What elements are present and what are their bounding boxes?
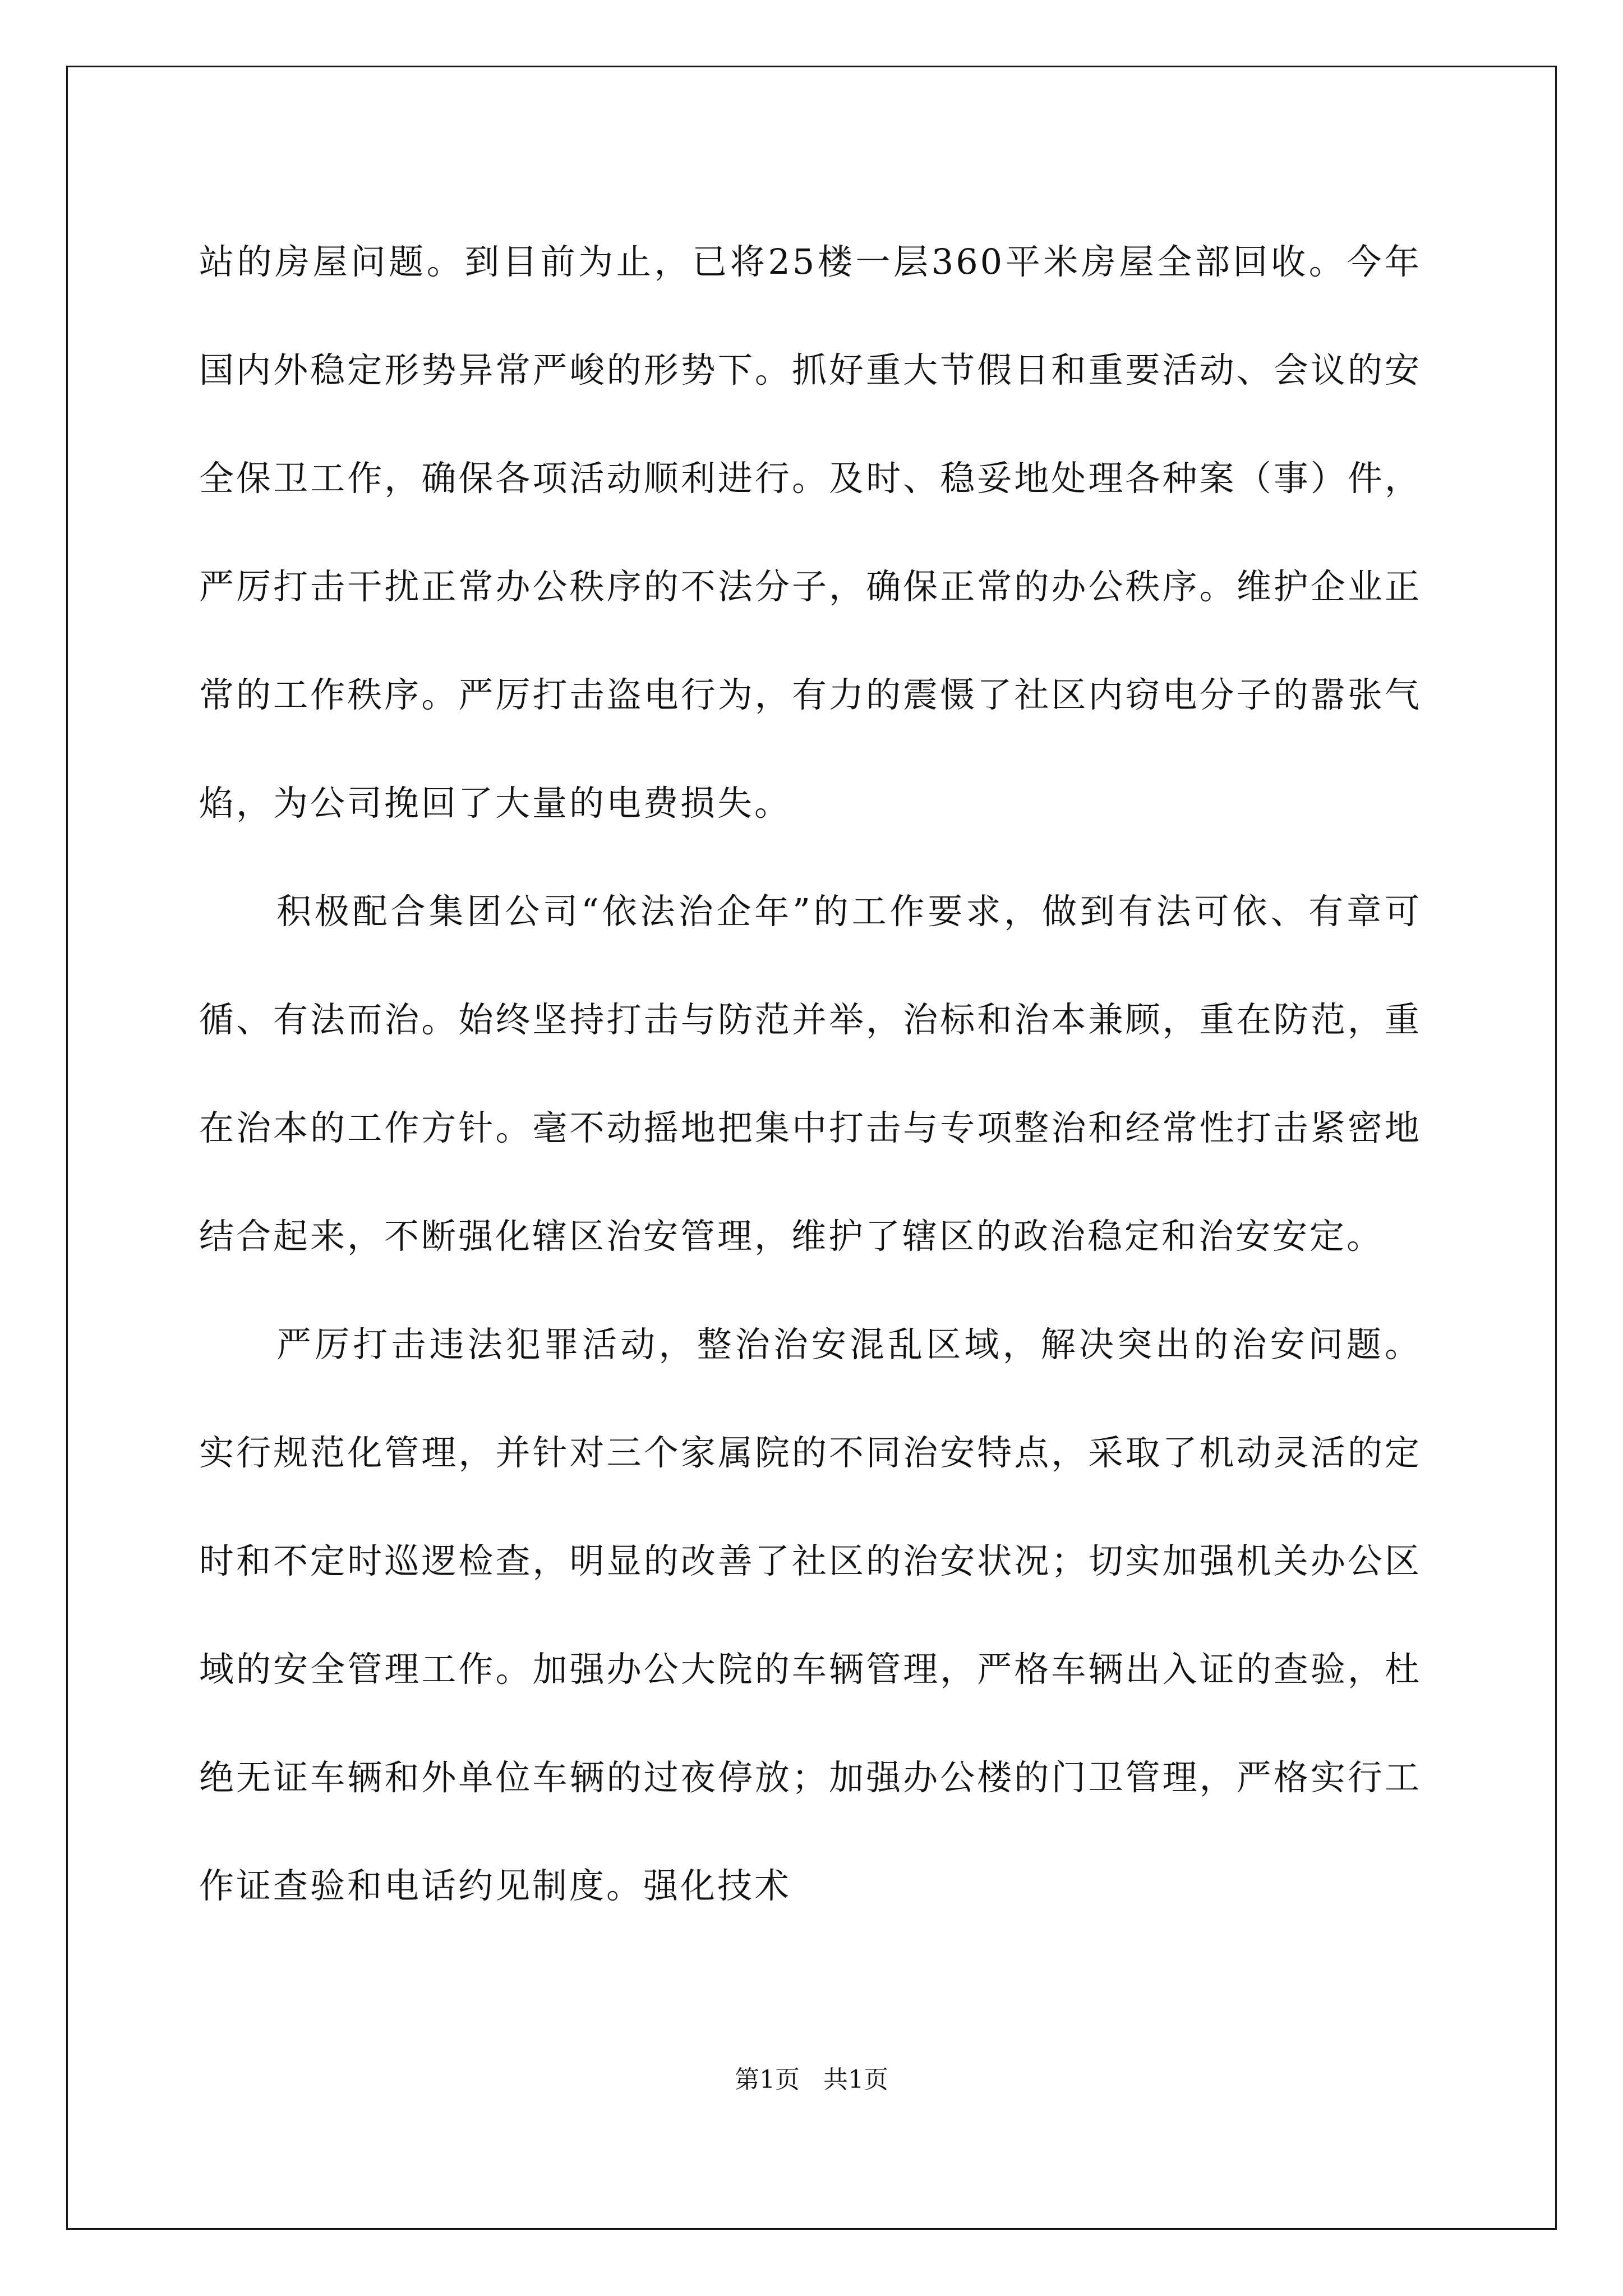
paragraph-1: 站的房屋问题。到目前为止，已将25楼一层360平米房屋全部回收。今年国内外稳定形势异常严峻的形势下。抓好重大节假日和重要活动、会议的安全保卫工作，确保各项活动顺利进行。及时、稳妥地处理各种案（事）件，严厉打击干扰正常办公秩序的不法分子，确保正常的办公秩序。维护企业正常的工作秩序。严厉打击盗电行为，有力的震慑了社区内窃电分子的嚣张气焰，为公司挽回了大量的电费损失。	[199, 241, 1422, 823]
paragraph-3: 严厉打击违法犯罪活动，整治治安混乱区域，解决突出的治安问题。实行规范化管理，并针对三个家属院的不同治安特点，采取了机动灵活的定时和不定时巡逻检查，明显的改善了社区的治安状况；切实加强机关办公区域的安全管理工作。加强办公大院的车辆管理，严格车辆出入证的查验，杜绝无证车辆和外单位车辆的过夜停放；加强办公楼的门卫管理，严格实行工作证查验和电话约见制度。强化技术	[199, 1324, 1422, 1906]
paragraph-2: 积极配合集团公司“依法治企年”的工作要求，做到有法可依、有章可循、有法而治。始终坚持打击与防范并举，治标和治本兼顾，重在防范，重在治本的工作方针。毫不动摇地把集中打击与专项整治和经常性打击紧密地结合起来，不断强化辖区治安管理，维护了辖区的政治稳定和治安安定。	[199, 891, 1422, 1257]
page-total: 共1页	[823, 2065, 888, 2094]
document-body	[199, 208, 1422, 1940]
footer-gap	[800, 2065, 823, 2094]
page-footer	[0, 2063, 1623, 2097]
page-number: 第1页	[735, 2065, 800, 2094]
